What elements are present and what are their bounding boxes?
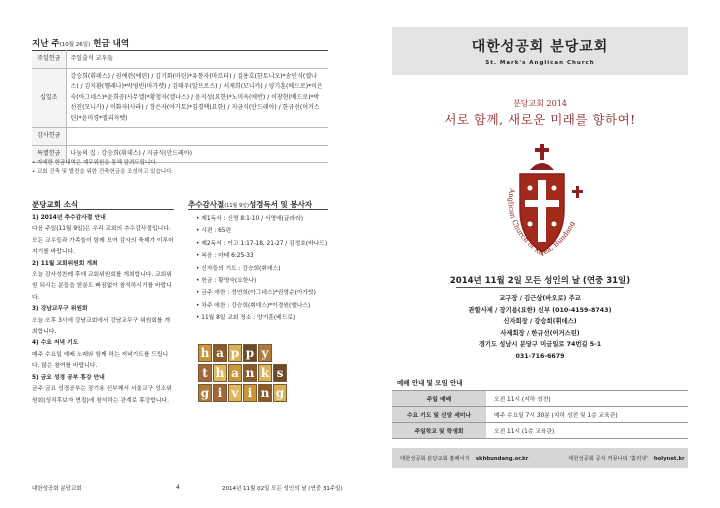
news-body: 오늘 오후 3시에 강남교회에서 강남교무구 위원회를 개최합니다. (32, 317, 170, 336)
banner-letter: a (228, 364, 242, 382)
news-title: 분당교회 소식 (32, 200, 79, 209)
staff-info: 교구장 / 김근상(바오로) 주교 관할사제 / 장기용(요한) 신부 (010-4159-8743) 신자회장 / 강승희(휘데스) 사제회장 / 한규선(어거스틴) 경기도 성남시 분당구 미금일로 74번길 5-1 031-716-6679 (468, 295, 612, 360)
divider (456, 287, 624, 288)
church-header (392, 27, 688, 75)
table-row: 십일조 강승희(휘데스) / 권예린(에린) / 김기화(마틴)*유봉자(마르타) / 김용호(한토니오)*송인식(엘나스) / 김지환(헬레나)*박영빈(마가렛) / 김태우(알프로스) / 서재희(모니카) / 양기훈(베드로)*이은숙(아그네스)*윤희공(사무엘)*황청자(엘나스) / 윤지성(요한)*노미옥(에반) / 이창현(베드로)*박선진(모니카) / 이화자(사라) / 장은자(아가토)*김경택(요한) / 지금식(안드레아) / 한규선(어거스틴)*윤미경*엘리자벳) (32, 68, 328, 128)
offering-notes: • 자세한 헌금내역은 재무위원을 통해 알려드립니다. • 교회 건축 및 발전을 위한 건축헌금을 조성하고 있습니다. (32, 160, 174, 175)
logo-text: Anglican Church of Korea, Bundang (506, 187, 577, 258)
page-number: 4 (176, 484, 180, 491)
table-row: 주일학교 및 학생회 오전 11시 (1층 교육관) (392, 423, 688, 439)
banner-letter: a (213, 344, 227, 362)
list-item: • 시편 : 65편 (196, 225, 331, 237)
list-item: • 11월 8일 교회 청소 : 양기훈(베드로) (196, 312, 331, 324)
offering-table (32, 50, 328, 163)
banner-letter: n (258, 384, 272, 402)
banner-letter: h (213, 364, 227, 382)
banner-row (198, 344, 318, 362)
homepage-label: 대한성공회 분당교회 홈페이지 (400, 456, 470, 462)
footer-bar (392, 448, 688, 468)
banner-row (198, 364, 318, 382)
church-english-name: St. Mark's Anglican Church (485, 60, 595, 66)
footer-church-name: 대한성공회 분당교회 (32, 486, 82, 492)
news-heading: 4) 수요 저녁 기도 (32, 340, 79, 347)
list-item: • 차주 애찬 : 강승희(휘데스)*이경원(엘나스) (196, 300, 331, 312)
list-item: • 복음 : 마태 6:25-33 (196, 250, 331, 262)
divider (188, 209, 328, 210)
divider (32, 209, 174, 210)
list-item: • 헌금 : 황영숙(요한나) (196, 275, 331, 287)
thanksgiving-banner (198, 344, 318, 404)
motto: 서로 함께, 새로운 미래를 향하여! (444, 112, 636, 127)
church-logo-icon (492, 140, 592, 260)
news-body: 금주 금요 성경공부는 장기용 신부께서 서울교구 성소위원회(성직후보자 면접)에 참석하는 관계로 휴강합니다. (32, 386, 172, 404)
list-item: • 제2독서 : 이고 1:17-18, 21-27 / 김정호(바나드) (196, 238, 331, 250)
banner-letter: g (273, 384, 287, 402)
list-item: • 신자들의 기도 : 강승희(휘데스) (196, 263, 331, 275)
banner-letter: t (198, 364, 212, 382)
news-body: 매주 수요일 예배 노래와 함께 하는 저녁기도를 드립니다. 많은 참여를 바랍니다. (32, 351, 169, 370)
banner-letter: i (243, 384, 257, 402)
banner-letter: p (243, 344, 257, 362)
schedule-title: 추수감사절(11월 9일)성경독서 및 봉사자 (188, 200, 313, 209)
banner-letter: k (258, 364, 272, 382)
banner-letter: v (228, 384, 242, 402)
service-table (392, 390, 688, 439)
banner-row (198, 384, 318, 402)
news-body: 오늘 감사성찬례 후에 교회위원회를 개최합니다. 교회위원 되시는 분들을 한분도 빠짐없이 참석하시기를 바랍니다. (32, 272, 172, 301)
news-heading: 3) 강남교무구 위원회 (32, 306, 88, 313)
homepage-link[interactable]: skhbundang.or.kr (475, 456, 529, 462)
footer-date: 2014년 11월 02일 모든 성인의 날 (연중 31주일) (222, 486, 343, 492)
news-body: 다음 주일(11월 9일)은 우리 교회의 추수감사절입니다. 모든 교우들과 가족들이 함께 모여 감사의 축제가 이루어지기를 바랍니다. (32, 226, 174, 256)
church-name: 대한성공회 분당교회 (471, 39, 609, 55)
table-row: 주일헌금 주일출석 교우들 (32, 51, 328, 69)
community-label: 대한성공회 공식 커뮤니티 '홀리넷' (568, 456, 648, 462)
table-row: 특별헌금 나눔의 집 : 강승희(휘데스) / 지금식(안드레아) (32, 145, 328, 163)
year-line: 분당교회 2014 (513, 99, 567, 108)
banner-letter: h (198, 344, 212, 362)
right-page (360, 0, 720, 508)
list-item: • 제1독서 : 신명 8:1-10 / 서영애(글라라) (196, 213, 331, 225)
news-heading: 2) 11월 교회위원회 개최 (32, 260, 98, 267)
schedule-list (196, 213, 331, 325)
table-row: 주일 예배 오전 11시 (지하 성전) (392, 391, 688, 407)
banner-letter: i (213, 384, 227, 402)
service-title: 예배 안내 및 모임 안내 (397, 379, 463, 387)
list-item: • 금주 애찬 : 정연희(아그네스)*권영순(아가빗) (196, 287, 331, 299)
banner-letter: g (198, 384, 212, 402)
sunday-title: 2014년 11월 2일 모든 성인의 날 (연중 31일) (449, 276, 631, 286)
offering-title: 지난 주(10월 26일) 헌금 내역 (32, 39, 130, 49)
news-list (32, 213, 174, 407)
community-link[interactable]: holynet.kr (653, 456, 685, 462)
news-heading: 1) 2014년 추수감사절 안내 (32, 215, 106, 221)
news-heading: 5) 금요 성경 공부 휴강 안내 (32, 374, 105, 381)
table-row: 수요 기도 및 신앙 세미나 매주 수요일 7시 30분 (지하 성전 및 1층 교육관) (392, 407, 688, 423)
table-row: 감사헌금 (32, 128, 328, 146)
banner-letter: n (243, 364, 257, 382)
banner-letter: y (258, 344, 272, 362)
banner-letter: s (273, 364, 287, 382)
banner-letter: p (228, 344, 242, 362)
